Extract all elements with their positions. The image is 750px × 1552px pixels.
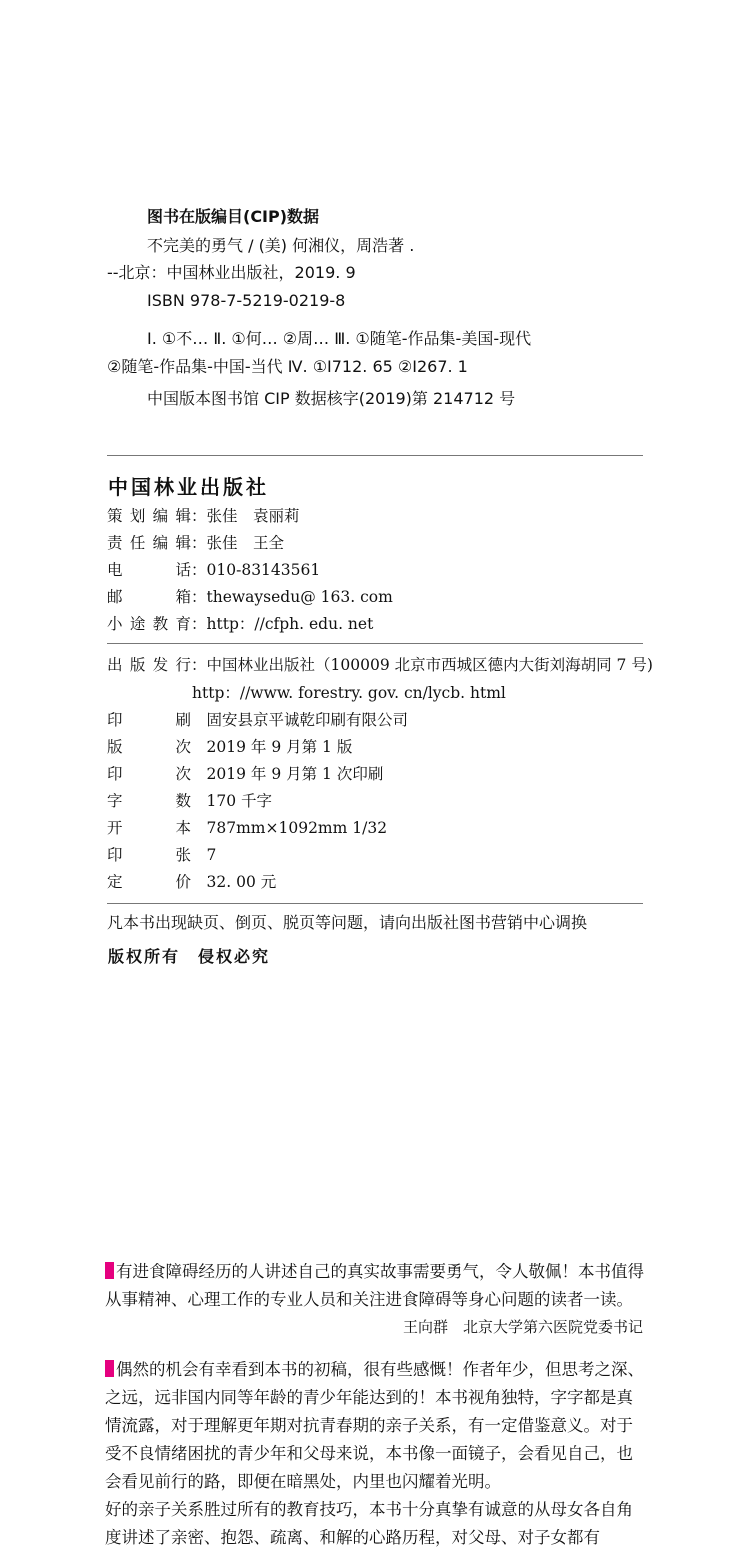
divider-bottom: [107, 903, 643, 904]
row-value: 固安县京平诚乾印刷有限公司: [206, 711, 409, 729]
row-value: 7: [206, 846, 217, 864]
row-value: http：//cfph. edu. net: [206, 615, 374, 633]
row-label: 印 张: [107, 846, 191, 864]
row-value: 010-83143561: [206, 561, 321, 579]
row-label: 定 价: [107, 873, 191, 891]
row-value: 170 千字: [206, 792, 273, 810]
imprint-row: [107, 818, 387, 838]
row-value: 张佳 袁丽莉: [206, 507, 300, 525]
imprint-row: [107, 764, 383, 784]
review-text: 有进食障碍经历的人讲述自己的真实故事需要勇气，令人敬佩！本书值得从事精神、心理工作的专业人员和关注进食障碍等身心问题的读者一读。: [105, 1262, 644, 1309]
imprint-row: [107, 710, 408, 730]
row-label: 开 本: [107, 819, 191, 837]
row-label: 邮 箱: [107, 588, 191, 606]
review-2-continuation: 好的亲子关系胜过所有的教育技巧，本书十分真挚有诚意的从母女各自角度讲述了亲密、抱怨、疏离、和解的心路历程，对父母、对子女都有: [105, 1500, 633, 1547]
review-1: [105, 1258, 645, 1314]
row-label: 电 话: [107, 561, 191, 579]
row-value: 787mm×1092mm 1/32: [206, 819, 388, 837]
row-label: 出版发行: [107, 656, 191, 674]
row-value: 张佳 王全: [206, 534, 285, 552]
replacement-notice: 凡本书出现缺页、倒页、脱页等问题，请向出版社图书营销中心调换: [107, 913, 588, 932]
editor-row: 责任编辑：张佳 王全: [107, 534, 285, 552]
accent-mark: [105, 1262, 114, 1279]
copyright-notice: 版权所有 侵权必究: [108, 947, 271, 966]
cip-line-publisher: --北京：中国林业出版社，2019. 9: [107, 263, 356, 282]
imprint-row: [107, 845, 216, 865]
cip-number: 中国版本图书馆 CIP 数据核字(2019)第 214712 号: [147, 389, 516, 408]
row-value: 中国林业出版社（100009 北京市西城区德内大街刘海胡同 7 号): [206, 656, 653, 674]
editor-row: 邮 箱：thewaysedu@ 163. com: [107, 588, 393, 606]
row-label: 小途教育: [107, 615, 191, 633]
distribution-row: 出版发行：中国林业出版社（100009 北京市西城区德内大街刘海胡同 7 号): [107, 656, 653, 674]
publisher-name: 中国林业出版社: [108, 475, 269, 499]
cip-classification-1: Ⅰ. ①不… Ⅱ. ①何… ②周… Ⅲ. ①随笔-作品集-美国-现代: [147, 329, 532, 348]
editor-row: 小途教育：http：//cfph. edu. net: [107, 615, 374, 633]
divider-top: [107, 455, 643, 456]
editor-row: 策划编辑：张佳 袁丽莉: [107, 507, 300, 525]
row-value: 32. 00 元: [206, 873, 277, 891]
cip-isbn: ISBN 978-7-5219-0219-8: [147, 291, 346, 310]
row-label: 印 刷: [107, 711, 191, 729]
row-label: 印 次: [107, 765, 191, 783]
review-2: [105, 1356, 645, 1496]
imprint-row: [107, 791, 272, 811]
publisher-website: http：//www. forestry. gov. cn/lycb. html: [192, 684, 506, 702]
editor-row: 电 话：010-83143561: [107, 561, 321, 579]
review-text: 偶然的机会有幸看到本书的初稿，很有些感慨！作者年少，但思考之深、之远，远非国内同等年龄的青少年能达到的！本书视角独特，字字都是真情流露，对于理解更年期对抗青春期的亲子关系，有一定借鉴意义。对于受不良情绪困扰的青少年和父母来说，本书像一面镜子，会看见自己，也会看见前行的路，即便在暗黑处，内里也闪耀着光明。: [105, 1360, 644, 1491]
row-value: thewaysedu@ 163. com: [206, 588, 393, 606]
row-value: 2019 年 9 月第 1 版: [206, 738, 353, 756]
cip-line-title: 不完美的勇气 / (美) 何湘仪，周浩著 .: [147, 236, 415, 255]
row-label: 策划编辑: [107, 507, 191, 525]
row-label: 版 次: [107, 738, 191, 756]
row-label: 字 数: [107, 792, 191, 810]
cip-title: 图书在版编目(CIP)数据: [147, 207, 320, 226]
row-label: 责任编辑: [107, 534, 191, 552]
cip-classification-2: ②随笔-作品集-中国-当代 Ⅳ. ①I712. 65 ②I267. 1: [107, 357, 468, 376]
review-1-signature: 王向群 北京大学第六医院党委书记: [402, 1318, 643, 1336]
imprint-row: [107, 737, 352, 757]
divider-middle: [107, 643, 643, 644]
row-value: 2019 年 9 月第 1 次印刷: [206, 765, 384, 783]
imprint-row: [107, 872, 276, 892]
accent-mark: [105, 1360, 114, 1377]
